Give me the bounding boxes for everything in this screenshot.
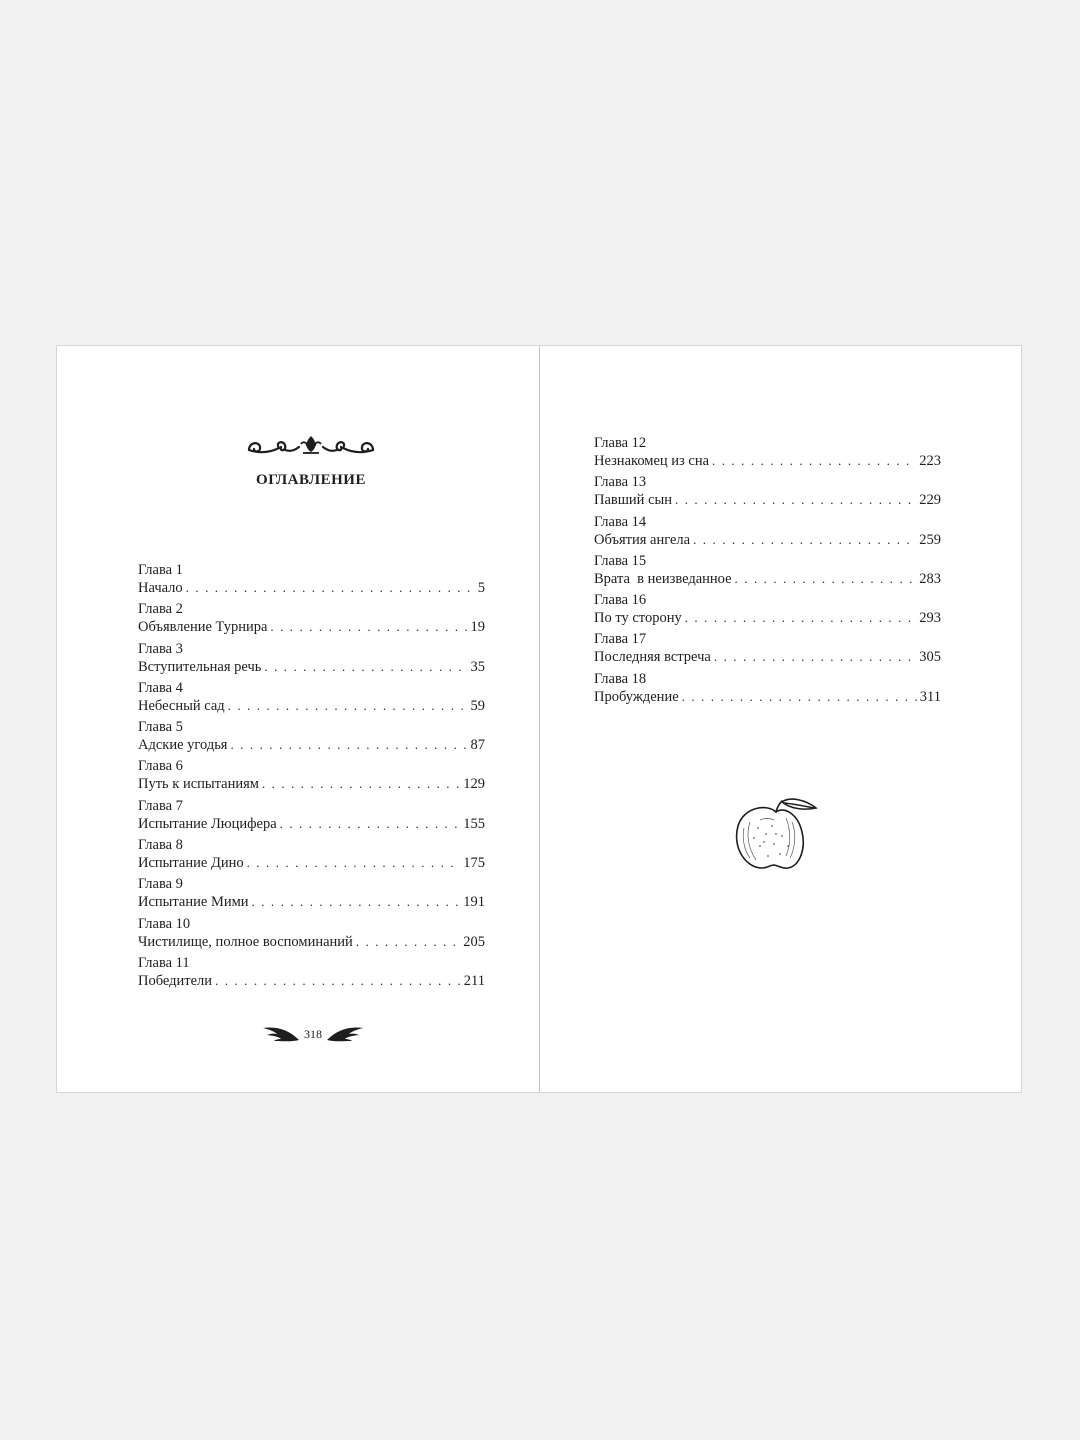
chapter-title: По ту сторону — [594, 610, 682, 627]
leader-dots — [215, 972, 461, 990]
leader-dots — [714, 648, 916, 666]
toc-entry — [594, 552, 941, 591]
chapter-title: Победители — [138, 972, 213, 989]
toc-entry — [138, 875, 485, 914]
toc-entry — [138, 915, 485, 954]
page-number: 19 — [470, 619, 485, 636]
toc-title: ОГЛАВЛЕНИЕ — [256, 472, 366, 488]
leader-dots — [693, 531, 916, 549]
chapter-label: Глава 4 — [138, 679, 183, 696]
leader-dots — [735, 570, 917, 588]
chapter-title: Врата в неизведанное — [594, 570, 732, 587]
left-page — [57, 346, 539, 1092]
toc-entry — [138, 679, 485, 718]
chapter-title: Испытание Люцифера — [138, 815, 277, 832]
chapter-label: Глава 16 — [594, 592, 647, 609]
toc-entry — [594, 513, 941, 552]
page-number: 59 — [470, 697, 485, 714]
chapter-title: Небесный сад — [138, 697, 225, 714]
page-number: 191 — [463, 894, 485, 911]
leader-dots — [230, 736, 467, 754]
chapter-label: Глава 8 — [138, 837, 183, 854]
leader-dots — [186, 579, 475, 597]
chapter-title: Чистилище, полное воспоминаний — [138, 933, 353, 950]
leader-dots — [675, 491, 916, 509]
toc-entry — [138, 797, 485, 836]
toc-entry — [594, 434, 941, 473]
leader-dots — [264, 658, 467, 676]
leader-dots — [252, 893, 461, 911]
page-number: 211 — [463, 972, 485, 989]
chapter-label: Глава 15 — [594, 552, 647, 569]
chapter-label: Глава 17 — [594, 631, 647, 648]
page-number: 305 — [919, 649, 941, 666]
leader-dots — [262, 775, 460, 793]
chapter-label: Глава 18 — [594, 670, 647, 687]
toc-entry — [138, 640, 485, 679]
toc-entry — [594, 670, 941, 709]
chapter-title: Незнакомец из сна — [594, 453, 710, 469]
chapter-label: Глава 6 — [138, 758, 183, 775]
chapter-title: Объятия ангела — [594, 531, 691, 548]
page-folio — [261, 1018, 365, 1048]
page-number: 175 — [463, 855, 485, 872]
chapter-label: Глава 5 — [138, 719, 183, 736]
page-number: 5 — [477, 580, 485, 596]
chapter-title: Адские угодья — [138, 737, 228, 754]
chapter-label: Глава 14 — [594, 513, 647, 530]
chapter-title: Пробуждение — [594, 688, 679, 705]
page-number: 155 — [463, 815, 485, 832]
chapter-label: Глава 12 — [594, 435, 647, 451]
toc-entry — [594, 591, 941, 630]
toc-entry — [594, 473, 941, 512]
leader-dots — [247, 854, 461, 872]
page-number: 87 — [470, 737, 485, 754]
chapter-label: Глава 10 — [138, 915, 191, 932]
leader-dots — [280, 815, 461, 833]
leader-dots — [228, 697, 468, 715]
toc-entry — [138, 718, 485, 757]
toc-entry — [138, 954, 485, 993]
page-number: 311 — [919, 688, 941, 705]
chapter-label: Глава 9 — [138, 876, 183, 893]
toc-entry — [138, 561, 485, 600]
page-folio-number: 318 — [304, 1027, 322, 1041]
chapter-label: Глава 7 — [138, 797, 183, 814]
toc-list-right — [594, 434, 941, 709]
leader-dots — [270, 618, 467, 636]
page-number: 229 — [919, 492, 941, 509]
page-number: 283 — [919, 570, 941, 587]
toc-entry — [138, 757, 485, 796]
chapter-label: Глава 1 — [138, 562, 183, 578]
leader-dots — [682, 688, 917, 706]
chapter-label: Глава 3 — [138, 640, 183, 657]
chapter-label: Глава 13 — [594, 474, 647, 491]
chapter-label: Глава 2 — [138, 601, 183, 618]
decorative-swirl-icon — [245, 432, 377, 458]
chapter-title: Путь к испытаниям — [138, 776, 259, 793]
chapter-title: Вступительная речь — [138, 658, 262, 675]
page-number: 259 — [919, 531, 941, 548]
chapter-title: Павший сын — [594, 492, 673, 509]
chapter-title: Объявление Турнира — [138, 619, 268, 636]
toc-entry — [138, 836, 485, 875]
apple-icon — [730, 798, 826, 874]
chapter-title: Начало — [138, 580, 183, 596]
page-number: 129 — [463, 776, 485, 793]
chapter-title: Испытание Мими — [138, 894, 249, 911]
toc-entry — [594, 630, 941, 669]
chapter-title: Испытание Дино — [138, 855, 244, 872]
leader-dots — [356, 933, 460, 951]
leader-dots — [712, 452, 916, 470]
chapter-title: Последняя встреча — [594, 649, 711, 666]
page-number: 205 — [463, 933, 485, 950]
page-number: 223 — [919, 453, 941, 469]
right-page — [540, 346, 1022, 1092]
page-number: 293 — [919, 610, 941, 627]
book-spread — [56, 345, 1022, 1093]
leader-dots — [685, 609, 917, 627]
toc-list-left — [138, 561, 485, 993]
toc-entry — [138, 600, 485, 639]
page-number: 35 — [470, 658, 485, 675]
chapter-label: Глава 11 — [138, 954, 190, 971]
